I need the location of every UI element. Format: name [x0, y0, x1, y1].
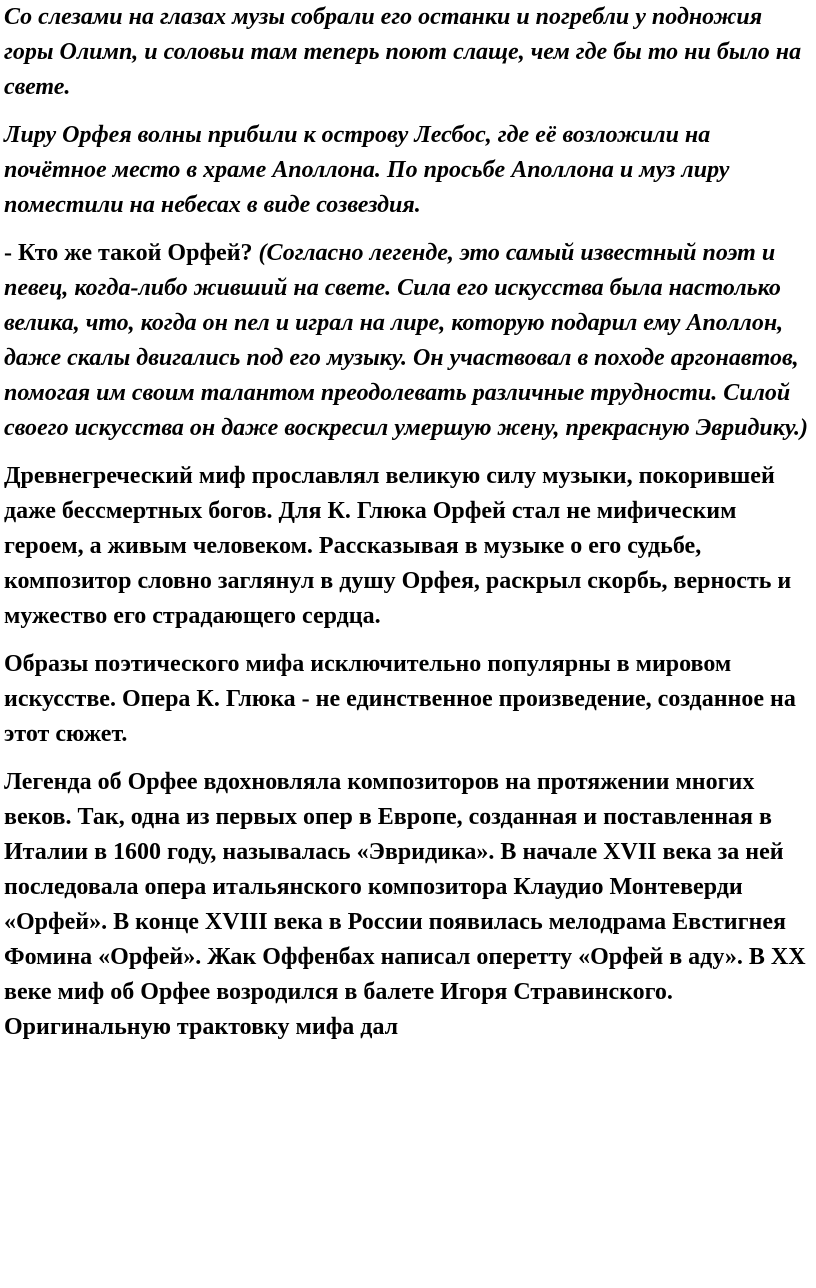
paragraph-lyre-constellation: Лиру Орфея волны прибили к острову Лесбос, где её возложили на почётное место в храме Аполлона. По просьбе Аполлона и муз лиру поместили на небесах в виде созвездия.: [4, 122, 730, 218]
paragraph-poetic-images: Образы поэтического мифа исключительно популярны в мировом искусстве. Опера К. Глюка - не единственное произведение, созданное на этот сюжет.: [4, 651, 796, 747]
paragraph-who-is-orpheus: [4, 236, 812, 446]
paragraph-muses-burial: Со слезами на глазах музы собрали его останки и погребли у подножия горы Олимп, и соловьи там теперь поют слаще, чем где бы то ни было на свете.: [4, 4, 802, 100]
question-text: - Кто же такой Орфей?: [4, 240, 259, 266]
paragraph-legend-inspired: Легенда об Орфее вдохновляла композиторов на протяжении многих веков. Так, одна из первых опер в Европе, созданная и поставленная в Италии в 1600 году, называлась «Эвридика». В начале XVII века за ней последовала опера итальянского композитора Клаудио Монтеверди «Орфей». В конце XVIII века в России появилась мелодрама Евстигнея Фомина «Орфей». Жак Оффенбах написал оперетту «Орфей в аду». В XX веке миф об Орфее возродился в балете Игоря Стравинского. Оригинальную трактовку мифа дал: [4, 769, 806, 1040]
paragraph-ancient-myth: Древнегреческий миф прославлял великую силу музыки, покорившей даже бессмертных богов. Для К. Глюка Орфей стал не мифическим героем, а живым человеком. Рассказывая в музыке о его судьбе, композитор словно заглянул в душу Орфея, раскрыл скорбь, верность и мужество его страдающего сердца.: [4, 463, 792, 629]
answer-text: (Согласно легенде, это самый известный поэт и певец, когда-либо живший на свете. Сила его искусства была настолько велика, что, когда он пел и играл на лире, которую подарил ему Аполлон, даже скалы двигались под его музыку. Он участвовал в походе аргонавтов, помогая им своим талантом преодолевать различные трудности. Силой своего искусства он даже воскресил умершую жену, прекрасную Эвридику.): [4, 240, 809, 441]
